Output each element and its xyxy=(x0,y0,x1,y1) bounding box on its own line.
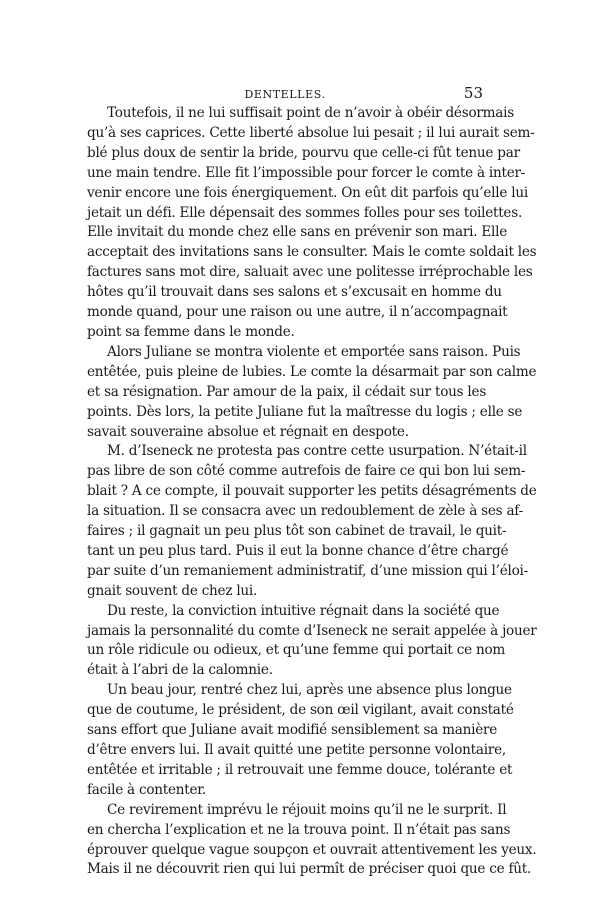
text-line: jamais la personnalité du comte d’Iseneck ne serait appelée à jouer xyxy=(87,622,537,639)
text-line: faires ; il gagnait un peu plus tôt son cabinet de travail, le quit- xyxy=(87,523,507,540)
text-line: par suite d’un remaniement administratif, d’une mission qui l’éloi- xyxy=(87,562,528,579)
text-line: factures sans mot dire, saluait avec une politesse irréprochable les xyxy=(87,264,533,281)
text-line: la situation. Il se consacra avec un redoublement de zèle à ses af- xyxy=(87,503,523,520)
text-line: Un beau jour, rentré chez lui, après une absence plus longue xyxy=(107,682,512,699)
body-text xyxy=(87,104,537,880)
running-head xyxy=(87,84,483,104)
text-line: sans effort que Juliane avait modifié sensiblement sa manière xyxy=(87,722,498,739)
text-line: une main tendre. Elle fit l’impossible pour forcer le comte à inter- xyxy=(87,164,526,181)
text-line: blé plus doux de sentir la bride, pourvu que celle-ci fût tenue par xyxy=(87,144,520,161)
text-line: hôtes qu’il trouvait dans ses salons et s’excusait en homme du xyxy=(87,284,502,301)
text-line: Du reste, la conviction intuitive régnait dans la société que xyxy=(107,602,500,619)
text-line: facile à contenter. xyxy=(87,781,207,798)
text-line: entêtée et irritable ; il retrouvait une femme douce, tolérante et xyxy=(87,761,513,778)
text-line: gnait souvent de chez lui. xyxy=(87,582,258,599)
text-line: blait ? A ce compte, il pouvait supporter les petits désagréments de xyxy=(87,483,537,500)
text-line: pas libre de son côté comme autrefois de faire ce qui bon lui sem- xyxy=(87,463,526,480)
running-title: DENTELLES. xyxy=(244,88,326,101)
text-line: et sa résignation. Par amour de la paix, il cédait sur tous les xyxy=(87,383,487,400)
text-line: Alors Juliane se montra violente et emportée sans raison. Puis xyxy=(107,343,521,360)
text-line: éprouver quelque vague soupçon et ouvrait attentivement les yeux. xyxy=(87,841,537,858)
text-line: venir encore une fois énergiquement. On eût dit parfois qu’elle lui xyxy=(87,184,528,201)
text-line: Ce revirement imprévu le réjouit moins qu’il ne le surprit. Il xyxy=(107,801,507,818)
text-line: qu’à ses caprices. Cette liberté absolue lui pesait ; il lui aurait sem- xyxy=(87,124,535,141)
text-line: Toutefois, il ne lui suffisait point de n’avoir à obéir désormais xyxy=(107,105,514,121)
text-line: point sa femme dans le monde. xyxy=(87,323,295,340)
text-line: acceptait des invitations sans le consulter. Mais le comte soldait les xyxy=(87,244,537,261)
text-line: monde quand, pour une raison ou une autre, il n’accompagnait xyxy=(87,304,508,321)
text-line: Mais il ne découvrit rien qui lui permît de préciser quoi que ce fût. xyxy=(87,861,532,878)
text-line: jetait un défi. Elle dépensait des sommes folles pour ses toilettes. xyxy=(87,204,523,221)
text-line: d’être envers lui. Il avait quitté une petite personne volontaire, xyxy=(87,742,506,758)
page-number: 53 xyxy=(463,84,483,102)
text-line: un rôle ridicule ou odieux, et qu’une femme qui portait ce nom xyxy=(87,642,506,659)
text-line: était à l’abri de la calomnie. xyxy=(87,662,273,679)
text-line: M. d’Iseneck ne protesta pas contre cette usurpation. N’était-il xyxy=(107,443,527,460)
text-line: tant un peu plus tard. Puis il eut la bonne chance d’être chargé xyxy=(87,542,509,559)
text-line: entêtée, puis pleine de lubies. Le comte la désarmait par son calme xyxy=(87,363,537,380)
text-line: en chercha l’explication et ne la trouva point. Il n’était pas sans xyxy=(87,821,511,838)
text-line: que de coutume, le président, de son œil vigilant, avait constaté xyxy=(87,702,514,719)
text-line: Elle invitait du monde chez elle sans en prévenir son mari. Elle xyxy=(87,224,508,241)
text-line: points. Dès lors, la petite Juliane fut la maîtresse du logis ; elle se xyxy=(87,403,523,420)
text-line: savait souveraine absolue et régnait en despote. xyxy=(87,423,409,440)
